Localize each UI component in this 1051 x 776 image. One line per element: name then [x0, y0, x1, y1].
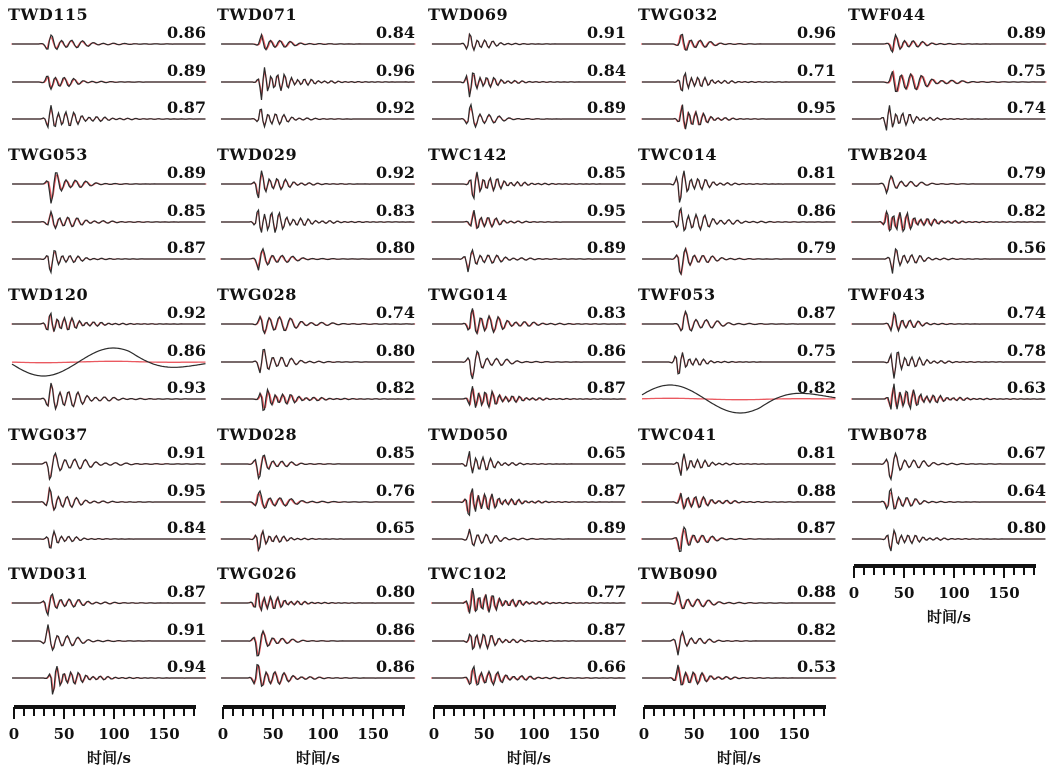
cc-value: 0.81	[797, 443, 836, 462]
station-panel	[638, 5, 836, 129]
x-axis-title: 时间/s	[927, 608, 971, 626]
cc-value: 0.85	[587, 163, 626, 182]
cc-value: 0.80	[376, 341, 415, 360]
cc-value: 0.84	[376, 23, 415, 42]
cc-value: 0.89	[587, 518, 626, 537]
cc-value: 0.86	[587, 341, 626, 360]
station-label: TWG026	[217, 564, 297, 583]
cc-value: 0.91	[587, 23, 626, 42]
station-panel	[217, 5, 416, 127]
cc-value: 0.80	[376, 238, 415, 257]
station-label: TWD071	[217, 5, 298, 24]
station-label: TWG014	[428, 285, 508, 304]
cc-value: 0.74	[1007, 303, 1046, 322]
cc-value: 0.86	[376, 620, 415, 639]
cc-value: 0.85	[376, 443, 415, 462]
tick-label: 50	[683, 725, 705, 743]
tick-label: 50	[262, 725, 284, 743]
tick-label: 0	[638, 725, 650, 743]
station-panel	[428, 564, 626, 685]
cc-value: 0.76	[376, 481, 415, 500]
station-panel	[638, 285, 836, 413]
station-label: TWD115	[8, 5, 89, 24]
cc-value: 0.87	[587, 481, 626, 500]
station-label: TWC102	[428, 564, 508, 583]
station-label: TWD069	[428, 5, 509, 24]
cc-value: 0.86	[167, 23, 206, 42]
tick-label: 100	[518, 725, 550, 743]
cc-value: 0.87	[167, 582, 206, 601]
station-panel	[8, 425, 206, 548]
cc-value: 0.75	[797, 341, 836, 360]
station-panel	[848, 5, 1047, 130]
cc-value: 0.93	[167, 378, 206, 397]
time-axis	[639, 707, 826, 767]
tick-label: 100	[728, 725, 760, 743]
station-panel	[8, 5, 206, 127]
cc-value: 0.85	[167, 201, 206, 220]
cc-value: 0.94	[167, 657, 206, 676]
cc-value: 0.86	[167, 341, 206, 360]
cc-value: 0.67	[1007, 443, 1046, 462]
cc-value: 0.74	[376, 303, 415, 322]
cc-value: 0.95	[167, 481, 206, 500]
tick-label: 0	[8, 725, 20, 743]
cc-value: 0.89	[1007, 23, 1046, 42]
tick-label: 50	[473, 725, 495, 743]
station-label: TWD120	[8, 285, 89, 304]
cc-value: 0.84	[587, 61, 626, 80]
station-panel	[8, 564, 206, 694]
station-panel	[217, 145, 415, 270]
time-axis	[9, 707, 196, 767]
cc-value: 0.80	[1007, 518, 1046, 537]
cc-value: 0.64	[1007, 481, 1046, 500]
cc-value: 0.84	[167, 518, 206, 537]
time-axis	[218, 707, 405, 767]
cc-value: 0.81	[797, 163, 836, 182]
tick-label: 100	[98, 725, 130, 743]
cc-value: 0.79	[797, 238, 836, 257]
station-label: TWG037	[8, 425, 88, 444]
cc-value: 0.87	[587, 378, 626, 397]
station-label: TWC142	[428, 145, 508, 164]
time-axis	[429, 707, 616, 767]
cc-value: 0.77	[587, 582, 626, 601]
x-axis-title: 时间/s	[296, 749, 340, 767]
station-label: TWF044	[848, 5, 926, 24]
station-panel	[428, 145, 626, 272]
tick-label: 150	[778, 725, 810, 743]
cc-value: 0.87	[167, 238, 206, 257]
station-label: TWC014	[638, 145, 718, 164]
time-axis	[849, 566, 1036, 626]
tick-label: 100	[307, 725, 339, 743]
cc-value: 0.83	[587, 303, 626, 322]
cc-value: 0.53	[797, 657, 836, 676]
station-panel	[217, 285, 415, 410]
cc-value: 0.75	[1007, 61, 1046, 80]
cc-value: 0.95	[587, 201, 626, 220]
tick-label: 150	[357, 725, 389, 743]
tick-label: 100	[938, 584, 970, 602]
cc-value: 0.86	[797, 201, 836, 220]
cc-value: 0.92	[376, 163, 415, 182]
station-label: TWC041	[638, 425, 718, 444]
cc-value: 0.82	[797, 620, 836, 639]
tick-label: 150	[568, 725, 600, 743]
tick-label: 150	[988, 584, 1020, 602]
cc-value: 0.88	[797, 582, 836, 601]
cc-value: 0.92	[167, 303, 206, 322]
station-label: TWG028	[217, 285, 297, 304]
tick-label: 150	[148, 725, 180, 743]
cc-value: 0.89	[167, 61, 206, 80]
cc-value: 0.87	[797, 518, 836, 537]
tick-label: 0	[428, 725, 440, 743]
x-axis-title: 时间/s	[717, 749, 761, 767]
station-panel	[217, 564, 415, 686]
station-panel	[638, 145, 836, 274]
station-panel	[8, 285, 206, 409]
cc-value: 0.78	[1007, 341, 1046, 360]
x-axis-title: 时间/s	[507, 749, 551, 767]
cc-value: 0.80	[376, 582, 415, 601]
cc-value: 0.83	[376, 201, 415, 220]
station-panel	[428, 425, 626, 546]
cc-value: 0.89	[587, 98, 626, 117]
station-label: TWB090	[638, 564, 718, 583]
cc-value: 0.89	[587, 238, 626, 257]
cc-value: 0.65	[376, 518, 415, 537]
synthetic-trace	[12, 361, 206, 362]
cc-value: 0.56	[1007, 238, 1046, 257]
cc-value: 0.63	[1007, 378, 1046, 397]
station-panel	[428, 285, 626, 408]
station-panel	[217, 425, 415, 550]
cc-value: 0.95	[797, 98, 836, 117]
cc-value: 0.86	[376, 657, 415, 676]
tick-label: 50	[53, 725, 75, 743]
station-label: TWG032	[638, 5, 718, 24]
station-panel	[848, 285, 1046, 410]
station-label: TWB204	[848, 145, 928, 164]
cc-value: 0.82	[797, 378, 836, 397]
cc-value: 0.87	[587, 620, 626, 639]
cc-value: 0.92	[376, 98, 415, 117]
tick-label: 0	[848, 584, 860, 602]
station-panel	[848, 425, 1046, 551]
cc-value: 0.82	[376, 378, 415, 397]
x-axis-title: 时间/s	[87, 749, 131, 767]
cc-value: 0.87	[797, 303, 836, 322]
cc-value: 0.66	[587, 657, 626, 676]
station-label: TWG053	[8, 145, 88, 164]
station-label: TWD029	[217, 145, 298, 164]
cc-value: 0.91	[167, 620, 206, 639]
cc-value: 0.82	[1007, 201, 1046, 220]
cc-value: 0.88	[797, 481, 836, 500]
cc-value: 0.65	[587, 443, 626, 462]
cc-value: 0.91	[167, 443, 206, 462]
station-panel	[848, 145, 1046, 274]
station-panel	[638, 564, 836, 685]
cc-value: 0.71	[797, 61, 836, 80]
station-label: TWB078	[848, 425, 928, 444]
station-label: TWF043	[848, 285, 926, 304]
cc-value: 0.74	[1007, 98, 1046, 117]
station-label: TWD028	[217, 425, 298, 444]
cc-value: 0.96	[797, 23, 836, 42]
tick-label: 50	[893, 584, 915, 602]
cc-value: 0.79	[1007, 163, 1046, 182]
station-label: TWD050	[428, 425, 509, 444]
cc-value: 0.89	[167, 163, 206, 182]
synthetic-trace	[642, 398, 836, 399]
cc-value: 0.96	[376, 61, 415, 80]
station-panel	[428, 5, 626, 127]
cc-value: 0.87	[167, 98, 206, 117]
tick-label: 0	[217, 725, 229, 743]
station-label: TWD031	[8, 564, 89, 583]
station-panel	[638, 425, 836, 551]
station-panel	[8, 145, 206, 272]
station-label: TWF053	[638, 285, 716, 304]
